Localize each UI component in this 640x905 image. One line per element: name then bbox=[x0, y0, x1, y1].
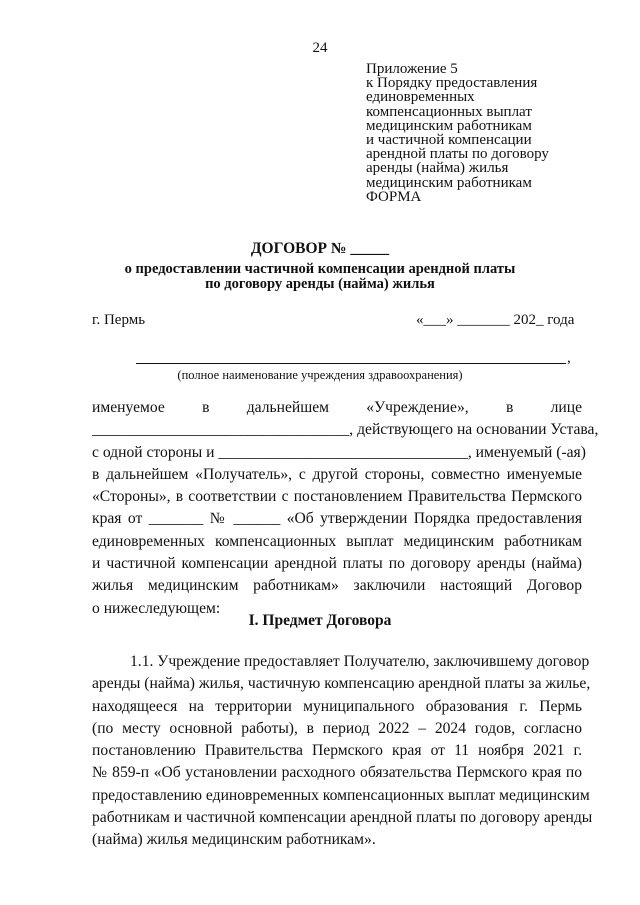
text-line: № 859-п «Об установлении расходного обязательства Пермского края по bbox=[92, 764, 582, 782]
date-field: «___» _______ 202_ года bbox=[416, 312, 575, 328]
institution-comma: , bbox=[567, 350, 571, 366]
text-line: именуемое в дальнейшем «Учреждение», в лице bbox=[92, 399, 582, 416]
text-line: постановлению Правительства Пермского края от 11 ноября 2021 г. bbox=[92, 742, 582, 760]
text-line: и частичной компенсации арендной платы по договору аренды (найма) bbox=[92, 555, 582, 573]
document-title: ДОГОВОР № _____ bbox=[250, 240, 390, 257]
text-line: находящееся на территории муниципального образования г. Пермь bbox=[92, 697, 582, 715]
appendix-line: компенсационных выплат bbox=[366, 103, 532, 120]
section1-paragraph bbox=[92, 651, 593, 852]
appendix-line: Приложение 5 bbox=[366, 61, 458, 77]
text-line: края от _______ № ______ «Об утверждении Порядка предоставления bbox=[92, 510, 582, 528]
document-subtitle bbox=[0, 262, 640, 292]
text-line: 1.1. Учреждение предоставляет Получателю, заключившему договор bbox=[130, 653, 590, 670]
appendix-line: медицинским работникам bbox=[366, 117, 532, 134]
appendix-line: к Порядку предоставления bbox=[366, 75, 538, 92]
appendix-header bbox=[366, 62, 549, 190]
text-line: (по месту основной работы), в период 2022 – 2024 годов, согласно bbox=[92, 719, 582, 737]
text-line: работникам и частичной компенсации арендной платы по договору аренды bbox=[92, 809, 593, 827]
text-line: аренды (найма) жилья, частичную компенсацию арендной платы за жилье, bbox=[92, 675, 591, 693]
intro-paragraph bbox=[92, 397, 599, 620]
text-line: _________________________________, действующего на основании Устава, bbox=[92, 421, 599, 439]
text-line: (найма) жилья медицинским работникам». bbox=[92, 831, 376, 849]
institution-hint: (полное наименование учреждения здравоохранения) bbox=[177, 368, 463, 382]
place-of-signing: г. Пермь bbox=[92, 312, 146, 328]
appendix-line: арендной платы по договору bbox=[366, 146, 549, 163]
appendix-line: и частичной компенсации bbox=[366, 132, 532, 149]
text-line: «Стороны», в соответствии с постановлением Правительства Пермского bbox=[92, 488, 582, 506]
page-number: 24 bbox=[312, 40, 328, 56]
subtitle-line: по договору аренды (найма) жилья bbox=[205, 276, 435, 292]
appendix-line: медицинским работникам bbox=[366, 174, 532, 191]
text-line: жилья медицинским работникам» заключили настоящий Договор bbox=[92, 577, 582, 595]
text-line: с одной стороны и ________________________________, именуемый (-ая) bbox=[92, 443, 586, 461]
text-line: единовременных компенсационных выплат медицинским работникам bbox=[92, 532, 582, 550]
appendix-line: аренды (найма) жилья bbox=[366, 160, 509, 177]
institution-name-line bbox=[136, 353, 566, 364]
text-line: в дальнейшем «Получатель», с другой стороны, совместно именуемые bbox=[92, 465, 582, 483]
subtitle-line: о предоставлении частичной компенсации арендной платы bbox=[124, 261, 516, 277]
text-line: предоставлению единовременных компенсационных выплат медицинским bbox=[92, 786, 590, 804]
section-heading: I. Предмет Договора bbox=[248, 612, 392, 629]
form-label: ФОРМА bbox=[366, 189, 422, 205]
appendix-line: единовременных bbox=[366, 89, 475, 106]
text-line: о нижеследующем: bbox=[92, 599, 221, 617]
